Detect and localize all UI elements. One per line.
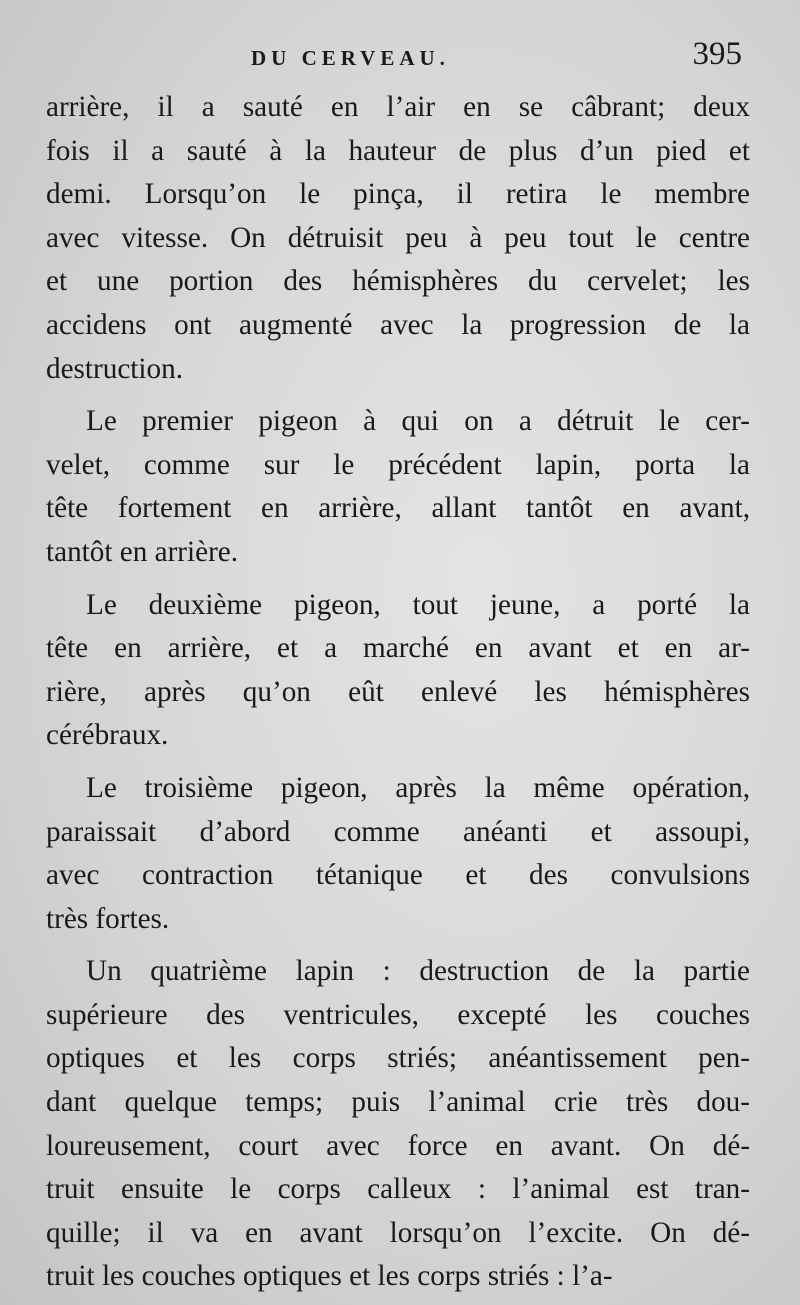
paragraph [46, 584, 750, 758]
text-line: Le deuxième pigeon, tout jeune, a porté la [86, 588, 750, 621]
paragraph [46, 950, 750, 1299]
text-line: paraissait d’abord comme anéanti et assoupi, [46, 815, 750, 848]
paragraph [46, 767, 750, 941]
text-line: supérieure des ventricules, excepté les couches [46, 998, 750, 1031]
text-line: rière, après qu’on eût enlevé les hémisphères [46, 675, 750, 708]
text-line: et une portion des hémisphères du cervelet; les [46, 265, 750, 298]
text-line: loureusement, court avec force en avant. On dé- [46, 1129, 750, 1162]
text-line: destruction. [46, 352, 183, 385]
paragraph [46, 86, 750, 391]
page-header [46, 36, 742, 86]
text-line: velet, comme sur le précédent lapin, porta la [46, 448, 750, 481]
text-line: quille; il va en avant lorsqu’on l’excite. On dé- [46, 1216, 750, 1249]
text-line: tête fortement en arrière, allant tantôt en avant, [46, 492, 750, 525]
text-line: accidens ont augmenté avec la progression de la [46, 308, 750, 341]
text-line: avec contraction tétanique et des convulsions [46, 859, 750, 892]
text-line: Un quatrième lapin : destruction de la partie [86, 955, 750, 988]
text-line: arrière, il a sauté en l’air en se câbrant; deux [46, 91, 750, 123]
text-line: tantôt en arrière. [46, 535, 239, 568]
text-line: optiques et les corps striés; anéantissement pen- [46, 1042, 750, 1075]
running-head: DU CERVEAU. [251, 46, 450, 70]
text-line: très fortes. [46, 902, 170, 935]
text-line: demi. Lorsqu’on le pinça, il retira le membre [46, 178, 750, 211]
text-line: Le troisième pigeon, après la même opération, [86, 771, 750, 804]
text-line: tête en arrière, et a marché en avant et en ar- [46, 632, 750, 665]
paragraph [46, 400, 750, 574]
text-line: Le premier pigeon à qui on a détruit le cer- [86, 405, 750, 438]
text-line: truit les couches optiques et les corps striés : l’a- [46, 1260, 613, 1293]
text-line: avec vitesse. On détruisit peu à peu tout le centre [46, 221, 750, 254]
text-line: truit ensuite le corps calleux : l’animal est tran- [46, 1173, 750, 1206]
text-line: dant quelque temps; puis l’animal crie très dou- [46, 1086, 750, 1119]
page-number: 395 [692, 36, 742, 72]
text-line: cérébraux. [46, 719, 169, 752]
text-line: fois il a sauté à la hauteur de plus d’un pied et [46, 134, 750, 167]
body-text [46, 86, 750, 1299]
